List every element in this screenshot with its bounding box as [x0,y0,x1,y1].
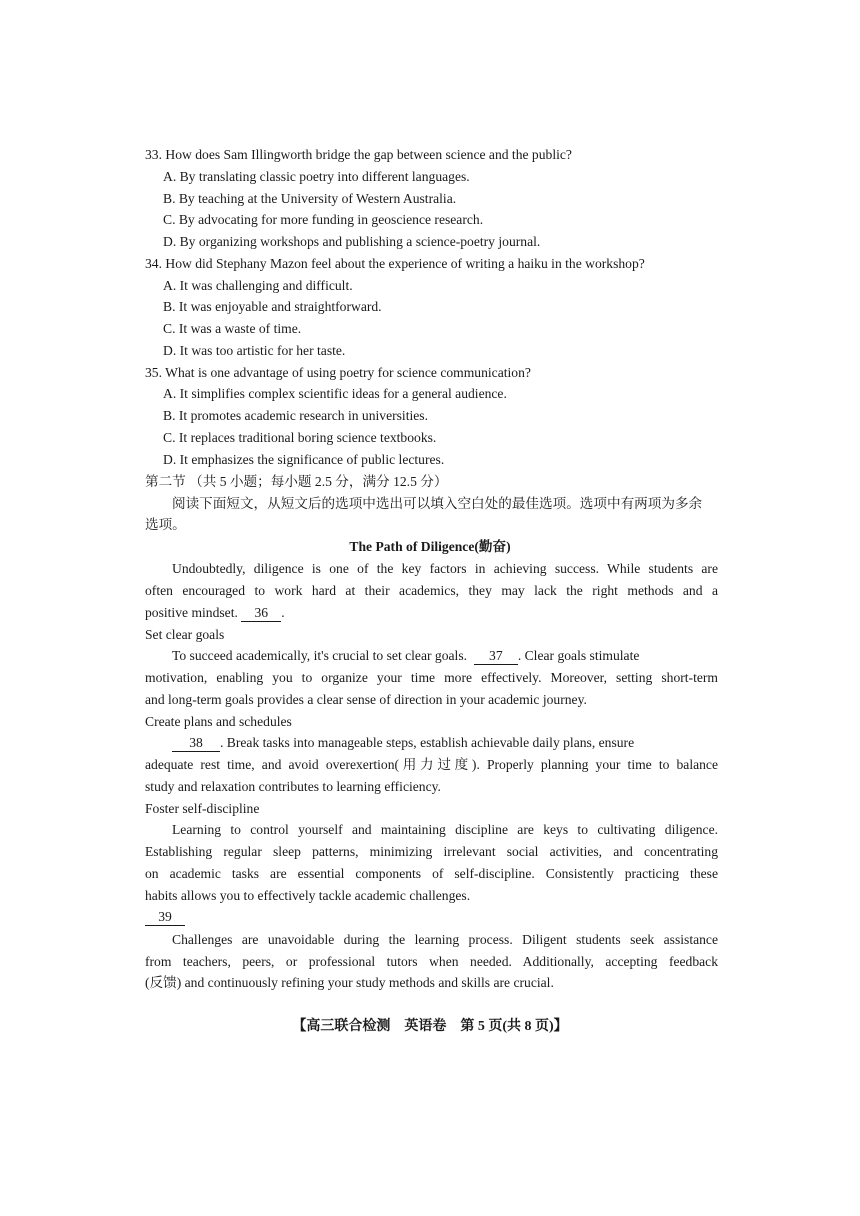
subheading-create-plans: Create plans and schedules [145,714,292,729]
paragraph-2-line: and long-term goals provides a clear sense of direction in your academic journey. [145,692,587,707]
paragraph-3-first [172,733,634,753]
question-35-option-c: C. It replaces traditional boring science textbooks. [163,430,437,445]
question-35-option-a: A. It simplifies complex scientific ideas for a general audience. [163,386,507,401]
blank-36[interactable]: 36 [241,605,281,622]
passage-title: The Path of Diligence(勤奋) [349,539,511,554]
section-instruction: 阅读下面短文，从短文后的选项中选出可以填入空白处的最佳选项。选项中有两项为多余 [172,496,703,511]
period: . [281,605,285,620]
question-33-option-d: D. By organizing workshops and publishing a science-poetry journal. [163,234,541,249]
blank-37[interactable]: 37 [474,648,518,665]
page-footer [0,1017,860,1037]
question-33-option-b: B. By teaching at the University of Western Australia. [163,191,457,206]
subheading-set-clear-goals: Set clear goals [145,627,225,642]
paragraph-4-line: Learning to control yourself and maintaining discipline are keys to cultivating diligence. [172,822,718,837]
footer-subject: 英语卷 [404,1019,447,1034]
question-34-option-c: C. It was a waste of time. [163,321,302,336]
paragraph-1-text: positive mindset. [145,605,238,620]
question-35-option-d: D. It emphasizes the significance of public lectures. [163,452,445,467]
question-33-option-a: A. By translating classic poetry into different languages. [163,169,470,184]
subheading-foster-self-discipline: Foster self-discipline [145,801,260,816]
footer-page-number: 第 5 页(共 8 页)】 [460,1019,568,1034]
question-33-option-c: C. By advocating for more funding in geoscience research. [163,212,484,227]
paragraph-2-line: motivation, enabling you to organize your time more effectively. Moreover, setting short-term [145,670,718,685]
section-instruction-cont: 选项。 [145,517,186,532]
paragraph-4-line: Establishing regular sleep patterns, minimizing irrelevant social activities, and concentrating [145,844,718,859]
paragraph-5-line: from teachers, peers, or professional tutors when needed. Additionally, accepting feedback [145,954,718,969]
question-34-option-b: B. It was enjoyable and straightforward. [163,299,382,314]
question-35-stem: 35. What is one advantage of using poetry for science communication? [145,365,531,380]
blank-39-line [145,907,185,927]
paragraph-5-line: Challenges are unavoidable during the learning process. Diligent students seek assistance [172,932,718,947]
paragraph-2-first [172,646,639,666]
paragraph-3-text: . Break tasks into manageable steps, establish achievable daily plans, ensure [220,735,635,750]
paragraph-1-end [145,603,285,623]
section-heading: 第二节 （共 5 小题；每小题 2.5 分，满分 12.5 分） [145,474,448,489]
question-33-stem: 33. How does Sam Illingworth bridge the gap between science and the public? [145,147,572,162]
paragraph-5-line: (反馈) and continuously refining your study methods and skills are crucial. [145,975,554,990]
footer-exam-name: 【高三联合检测 [292,1019,391,1034]
question-34-option-d: D. It was too artistic for her taste. [163,343,346,358]
question-35-option-b: B. It promotes academic research in universities. [163,408,428,423]
paragraph-2-text: To succeed academically, it's crucial to set clear goals. [172,648,468,663]
question-34-option-a: A. It was challenging and difficult. [163,278,353,293]
blank-38[interactable]: 38 [172,735,220,752]
blank-39[interactable]: 39 [145,909,185,926]
paragraph-3-line: study and relaxation contributes to learning efficiency. [145,779,441,794]
paragraph-2-text-cont: . Clear goals stimulate [517,648,640,663]
paragraph-1-line: often encouraged to work hard at their academics, they may lack the right methods and a [145,583,718,598]
paragraph-4-line: habits allows you to effectively tackle academic challenges. [145,888,471,903]
question-34-stem: 34. How did Stephany Mazon feel about the experience of writing a haiku in the workshop? [145,256,645,271]
paragraph-4-line: on academic tasks are essential components of self-discipline. Consistently practicing these [145,866,718,881]
paragraph-1-line: Undoubtedly, diligence is one of the key factors in achieving success. While students are [172,561,718,576]
paragraph-3-line: adequate rest time, and avoid overexertion(用力过度). Properly planning your time to balance [145,757,718,772]
